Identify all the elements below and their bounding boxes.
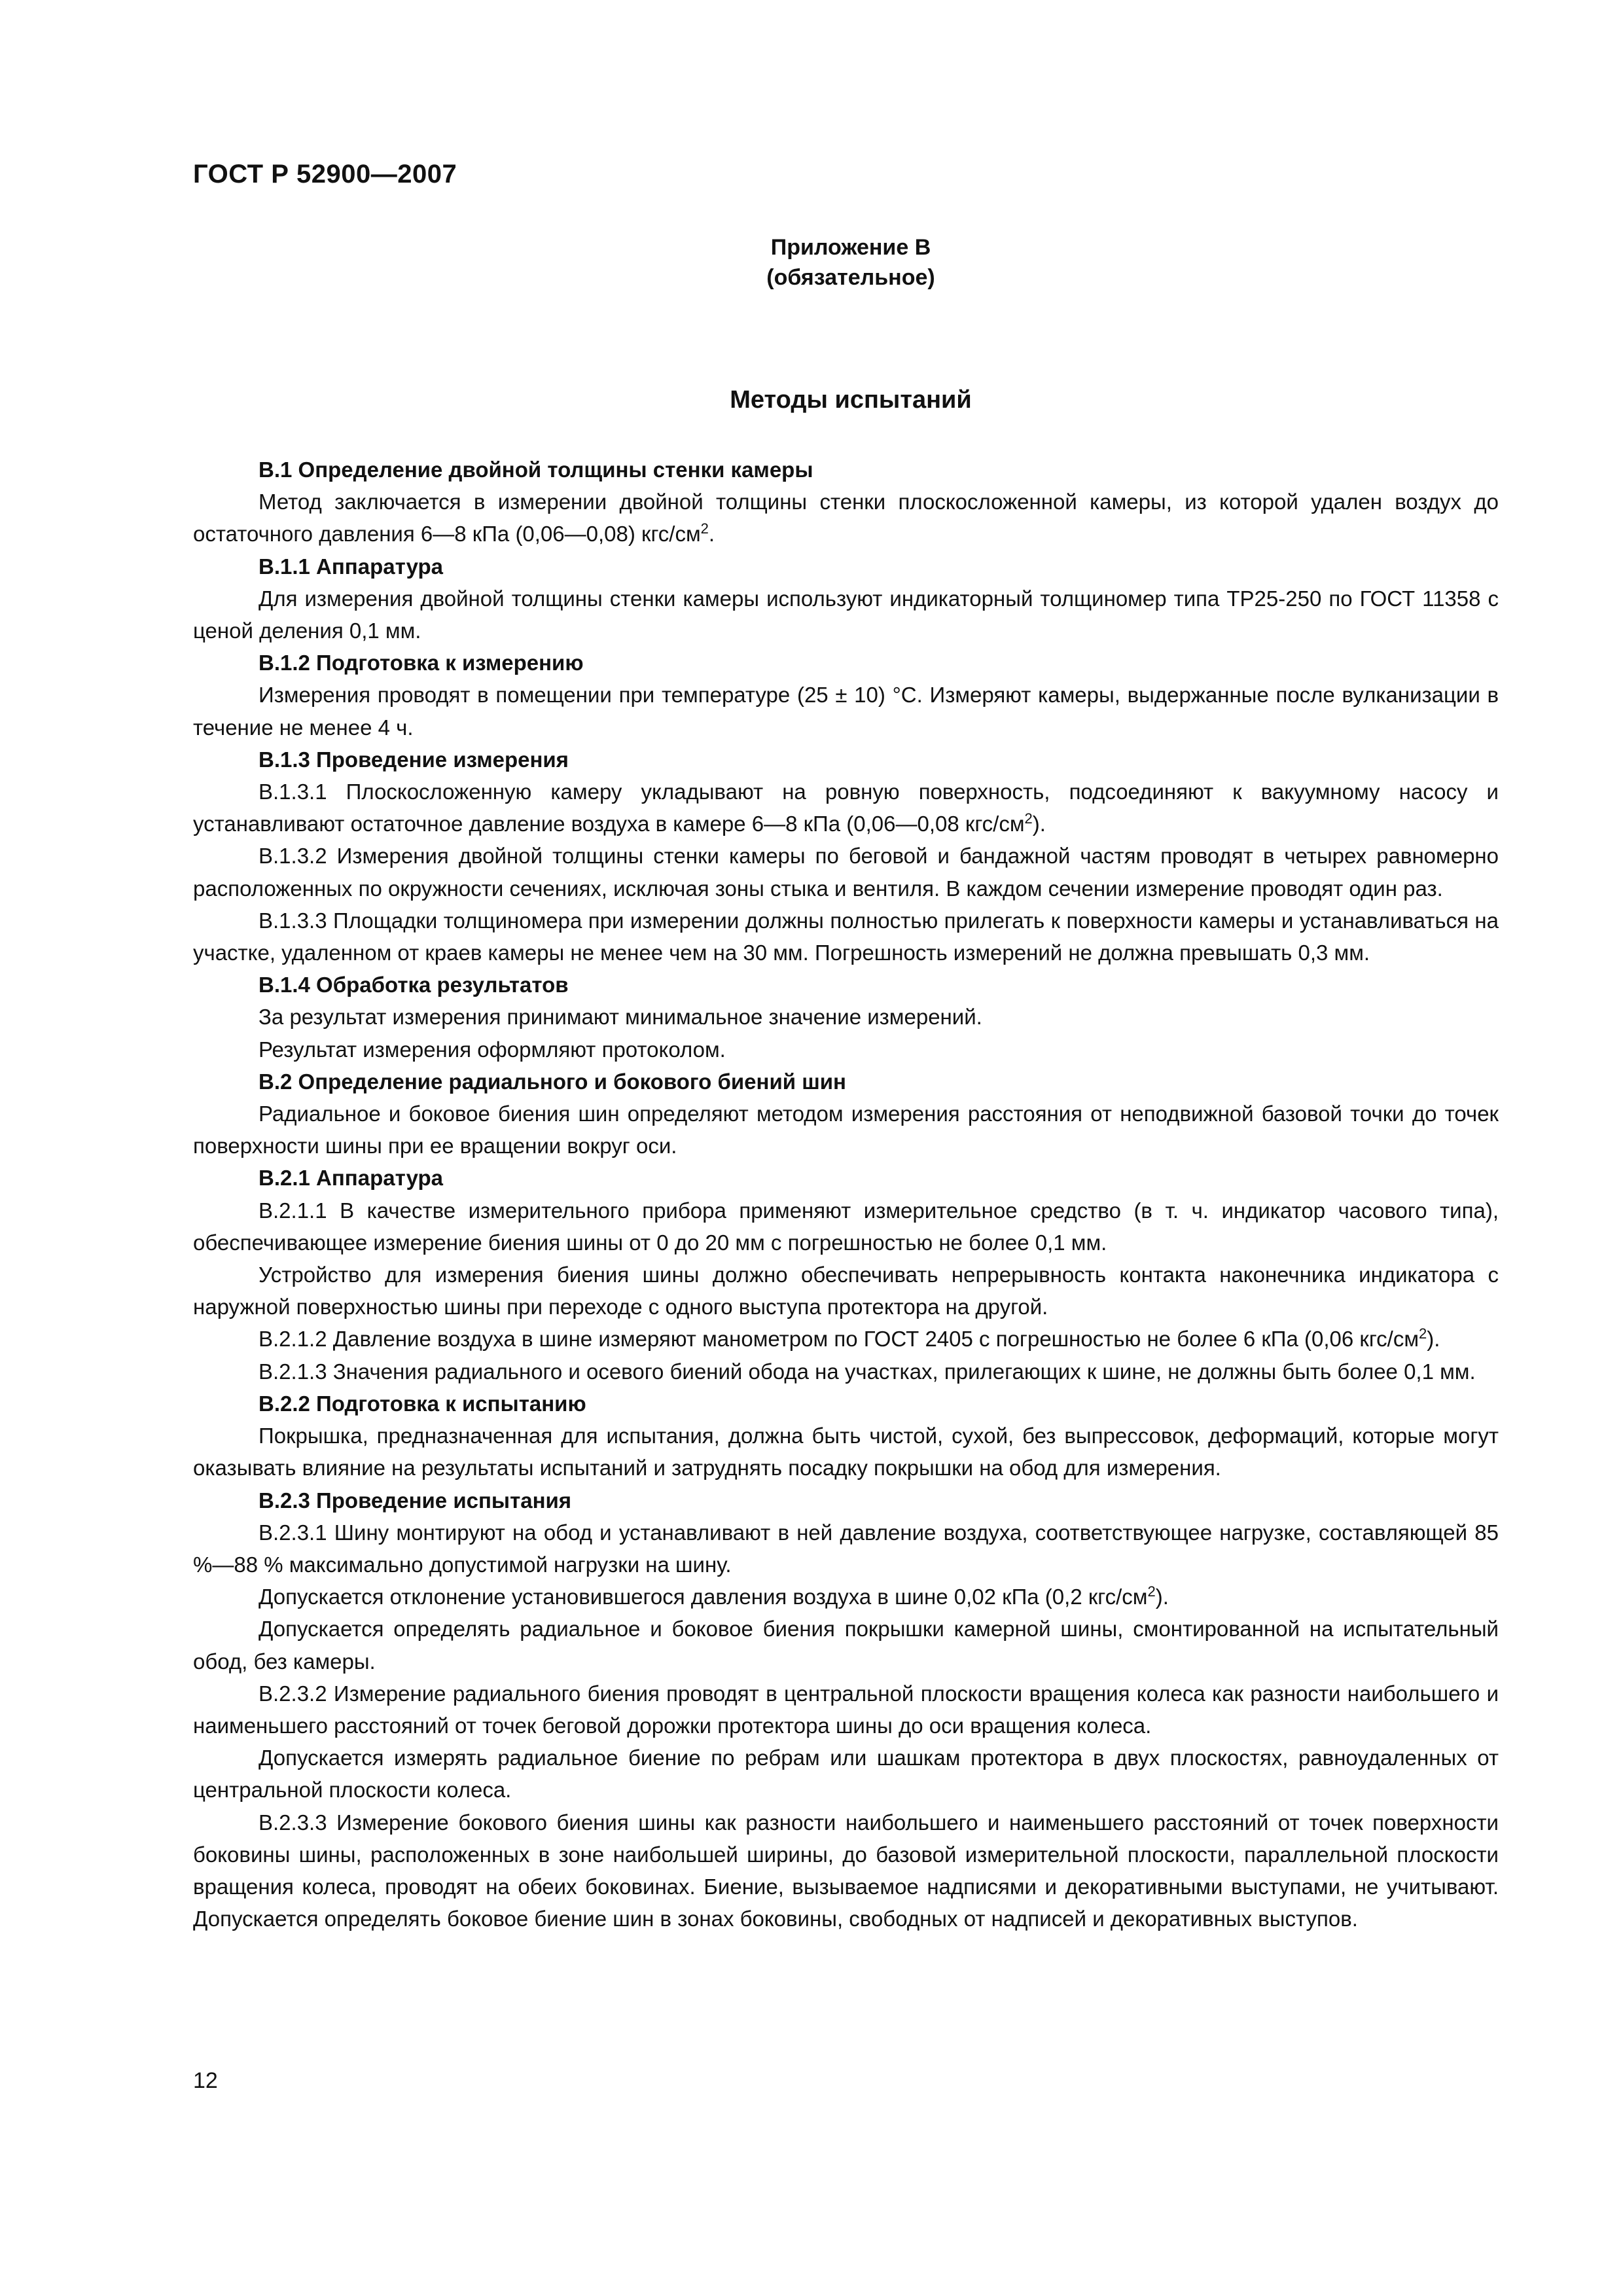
paragraph-text: Покрышка, предназначенная для испытания, должна быть чистой, сухой, без выпрессовок, деформаций, которые могут оказывать влияние на результаты испытаний и затруднять посадку покрышки на обод для измерения. [193,1424,1499,1480]
body-paragraph [193,1001,1499,1033]
superscript: 2 [1024,810,1033,827]
superscript: 2 [700,520,709,537]
paragraph-text: Для измерения двойной толщины стенки камеры используют индикаторный толщиномер типа ТР25-250 по ГОСТ 11358 с ценой деления 0,1 мм. [193,586,1499,643]
appendix-status: (обязательное) [766,265,935,290]
body-paragraph [193,1355,1499,1388]
paragraph-text: В.2.3.2 Измерение радиального биения проводят в центральной плоскости вращения колеса как разности наибольшего и наименьшего расстояний от точек беговой дорожки протектора шины до оси вращения колеса. [193,1681,1499,1738]
paragraph-tail: ). [1427,1327,1440,1352]
paragraph-text: В.1.3.3 Площадки толщиномера при измерении должны полностью прилегать к поверхности камеры и устанавливаться на участке, удаленном от краев камеры не менее чем на 30 мм. Погрешность измерений не должна превышать 0,3 мм. [193,908,1499,965]
paragraph-text: В.1.3.2 Измерения двойной толщины стенки камеры по беговой и бандажной частям проводят в четырех равномерно расположенных по окружности сечениях, исключая зоны стыка и вентиля. В каждом сечении измерение проводят один раз. [193,844,1499,901]
body-paragraph [193,679,1499,743]
paragraph-text: В.2.3.1 Шину монтируют на обод и устанавливают в ней давление воздуха, соответствующее нагрузке, составляющей 85 %—88 % максимально допустимой нагрузки на шину. [193,1520,1499,1577]
subsection-heading [193,969,1499,1001]
paragraph-text: Допускается измерять радиальное биение по ребрам или шашкам протектора в двух плоскостях, равноудаленных от центральной плоскости колеса. [193,1746,1499,1803]
paragraph-text: В.2.1 Аппаратура [259,1166,444,1191]
body-paragraph [193,1098,1499,1162]
body-paragraph [193,486,1499,550]
paragraph-text: В.2.3.3 Измерение бокового биения шины как разности наибольшего и наименьшего расстояний от точек поверхности боковины шины, расположенных в зоне наибольшей ширины, до базовой измерительной плоскости, параллельной плоскости вращения колеса, проводят на обеих боковинах. Биение, вызываемое надписями и декоративными выступами, не учитывают. Допускается определять боковое биение шин в зонах боковины, свободных от надписей и декоративных выступов. [193,1810,1499,1931]
paragraph-text: В.2 Определение радиального и бокового биений шин [259,1069,846,1094]
body-paragraph [193,583,1499,647]
superscript: 2 [1419,1325,1427,1342]
body-paragraph [193,1323,1499,1355]
paragraph-text: В.2.3 Проведение испытания [259,1488,572,1513]
document-code-header: ГОСТ Р 52900—2007 [193,160,457,188]
body-paragraph [193,840,1499,904]
page-number: 12 [193,2068,218,2093]
body-paragraph [193,905,1499,969]
paragraph-tail: ). [1155,1585,1169,1609]
paragraph-text: В.1.3 Проведение измерения [259,747,569,772]
superscript: 2 [1147,1583,1156,1600]
subsection-heading [193,647,1499,679]
paragraph-text: В.2.1.1 В качестве измерительного прибора применяют измерительное средство (в т. ч. индикатор часового типа), обеспечивающее измерение биения шины от 0 до 20 мм с погрешностью не более 0,1 мм. [193,1198,1499,1255]
paragraph-text: Измерения проводят в помещении при температуре (25 ± 10) °С. Измеряют камеры, выдержанные после вулканизации в течение не менее 4 ч. [193,683,1499,740]
body-paragraph [193,1677,1499,1742]
paragraph-text: В.1.4 Обработка результатов [259,973,569,997]
subsection-heading [193,1162,1499,1194]
body-paragraph [193,1194,1499,1259]
paragraph-tail: . [708,522,715,547]
paragraph-text: Результат измерения оформляют протоколом. [259,1037,726,1062]
body-paragraph [193,776,1499,840]
paragraph-text: Устройство для измерения биения шины должно обеспечивать непрерывность контакта наконечника индикатора с наружной поверхностью шины при переходе с одного выступа протектора на другой. [193,1263,1499,1319]
paragraph-text: Метод заключается в измерении двойной толщины стенки плоскосложенной камеры, из которой удален воздух до остаточного давления 6—8 кПа (0,06—0,08) кгс/см [193,490,1499,547]
subsection-heading [193,454,1499,486]
paragraph-text: Допускается отклонение установившегося давления воздуха в шине 0,02 кПа (0,2 кгс/см [259,1585,1148,1609]
body-paragraph [193,1033,1499,1066]
paragraph-text: В.1 Определение двойной толщины стенки камеры [259,457,813,482]
paragraph-text: В.2.1.3 Значения радиального и осевого биений обода на участках, прилегающих к шине, не должны быть более 0,1 мм. [259,1359,1476,1384]
paragraph-text: В.1.2 Подготовка к измерению [259,651,584,675]
paragraph-text: В.2.2 Подготовка к испытанию [259,1391,586,1416]
paragraph-text: Радиальное и боковое биения шин определяют методом измерения расстояния от неподвижной базовой точки до точек поверхности шины при ее вращении вокруг оси. [193,1102,1499,1158]
paragraph-tail: ). [1032,812,1046,836]
body-paragraph [193,1806,1499,1935]
subsection-heading [193,1388,1499,1420]
body-paragraph [193,1516,1499,1581]
body-paragraph [193,1742,1499,1806]
paragraph-text: В.1.1 Аппаратура [259,554,444,579]
section-title: Методы испытаний [730,386,972,414]
paragraph-text: Допускается определять радиальное и боковое биения покрышки камерной шины, смонтированной на испытательный обод, без камеры. [193,1617,1499,1674]
body-paragraph [193,1581,1499,1613]
document-body [193,454,1499,1935]
subsection-heading [193,1484,1499,1516]
subsection-heading [193,1066,1499,1098]
paragraph-text: За результат измерения принимают минимальное значение измерений. [259,1005,982,1030]
subsection-heading [193,744,1499,776]
body-paragraph [193,1613,1499,1677]
paragraph-text: В.1.3.1 Плоскосложенную камеру укладывают на ровную поверхность, подсоединяют к вакуумному насосу и устанавливают остаточное давление воздуха в камере 6—8 кПа (0,06—0,08 кгс/см [193,780,1499,836]
body-paragraph [193,1259,1499,1323]
appendix-heading [753,232,949,293]
body-paragraph [193,1420,1499,1484]
paragraph-text: В.2.1.2 Давление воздуха в шине измеряют манометром по ГОСТ 2405 с погрешностью не более 6 кПа (0,06 кгс/см [259,1327,1419,1352]
appendix-title: Приложение В [770,235,931,260]
subsection-heading [193,550,1499,583]
